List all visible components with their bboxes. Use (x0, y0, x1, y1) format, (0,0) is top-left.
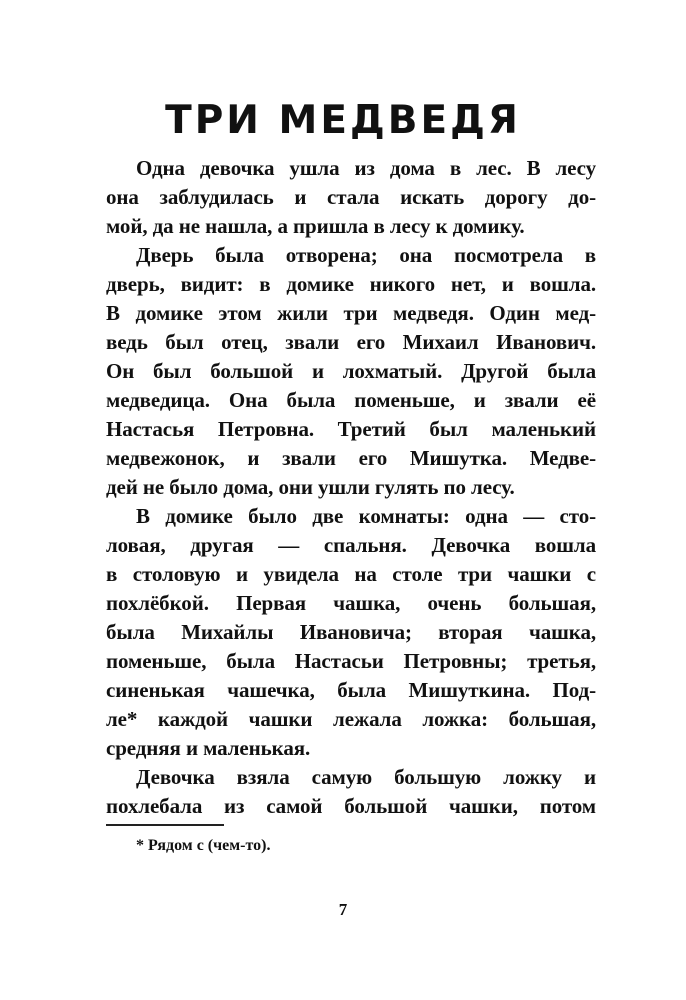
page-number: 7 (338, 900, 348, 919)
text-line: ведь был отец, звали его Михаил Иванович. (106, 330, 596, 354)
text-line: синенькая чашечка, была Мишуткина. Под- (106, 678, 596, 702)
text-line: Настасья Петровна. Третий был маленький (106, 417, 596, 441)
text-line: была Михайлы Ивановича; вторая чашка, (106, 620, 596, 644)
text-line: медвежонок, и звали его Мишутка. Медве- (106, 446, 596, 470)
footnote-divider (106, 824, 224, 826)
text-line: в столовую и увидела на столе три чашки с (106, 562, 596, 586)
text-line: она заблудилась и стала искать дорогу до- (106, 185, 596, 209)
text-line: мой, да не нашла, а пришла в лесу к домику. (106, 214, 525, 238)
text-line: похлёбкой. Первая чашка, очень большая, (106, 591, 596, 615)
text-line: дей не было дома, они ушли гулять по лесу. (106, 475, 515, 499)
text-line: средняя и маленькая. (106, 736, 311, 760)
story-text (106, 154, 596, 821)
text-line: Одна девочка ушла из дома в лес. В лесу (136, 156, 596, 180)
text-line: медведица. Она была поменьше, и звали её (106, 388, 596, 412)
text-line: Девочка взяла самую большую ложку и (136, 765, 596, 789)
text-line: дверь, видит: в домике никого нет, и вошла. (106, 272, 596, 296)
footnote: * Рядом с (чем-то). (136, 837, 271, 854)
text-line: ловая, другая — спальня. Девочка вошла (106, 533, 596, 557)
story-title: ТРИ МЕДВЕДЯ (165, 98, 521, 143)
text-line: В домике этом жили три медведя. Один мед- (106, 301, 596, 325)
paragraph (106, 763, 596, 821)
text-line: похлебала из самой большой чашки, потом (106, 794, 596, 818)
paragraph (106, 241, 596, 502)
paragraph (106, 502, 596, 763)
text-line: Он был большой и лохматый. Другой была (106, 359, 596, 383)
text-line: В домике было две комнаты: одна — сто- (136, 504, 596, 528)
paragraph (106, 154, 596, 241)
text-line: ле* каждой чашки лежала ложка: большая, (106, 707, 596, 731)
text-line: поменьше, была Настасьи Петровны; третья, (106, 649, 596, 673)
text-line: Дверь была отворена; она посмотрела в (136, 243, 596, 267)
